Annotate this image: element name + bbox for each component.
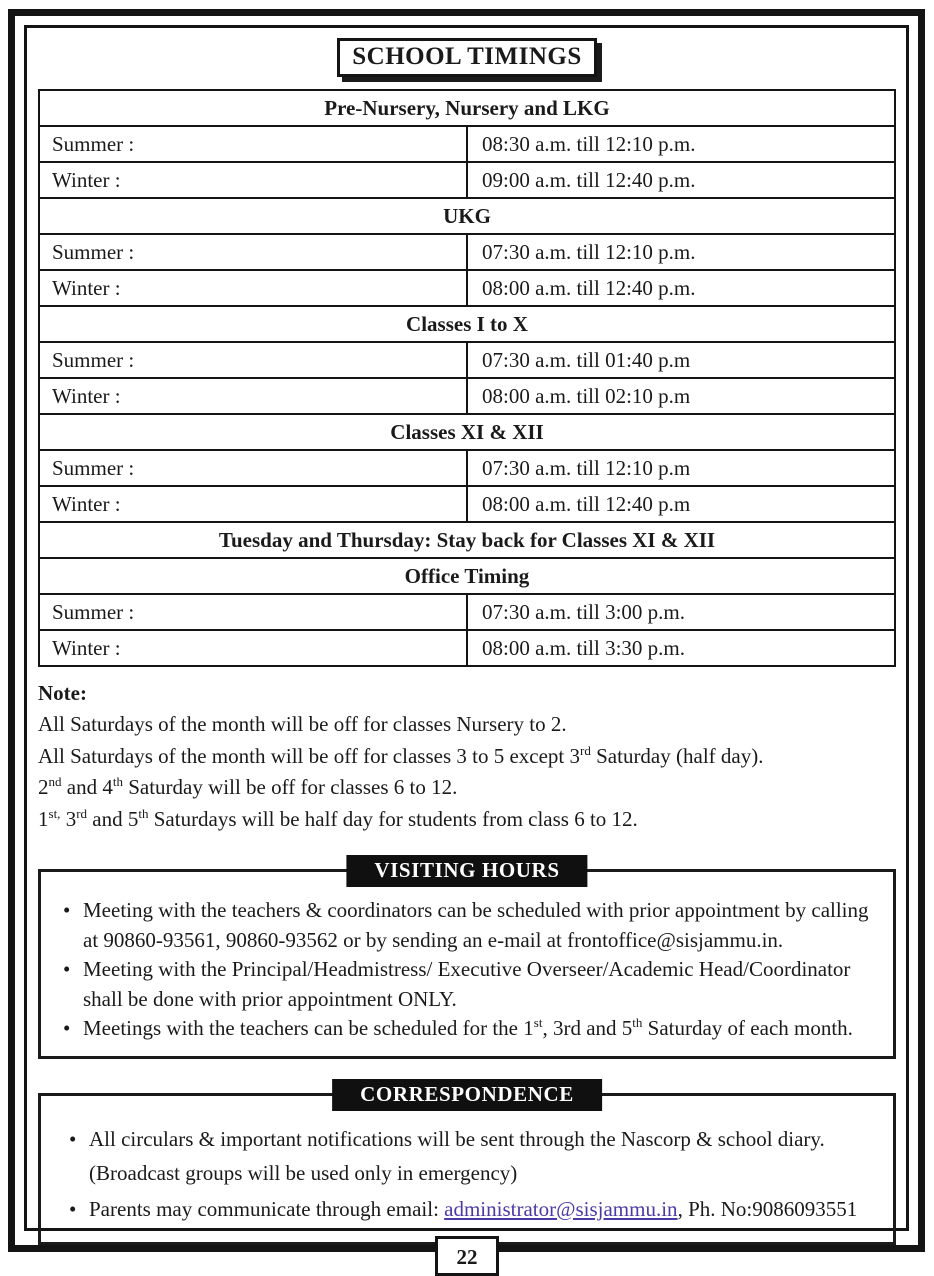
stayback-note-row: Tuesday and Thursday: Stay back for Classes XI & XII	[39, 522, 895, 558]
season-label: Summer :	[39, 342, 467, 378]
table-row	[39, 378, 895, 414]
note-line: $1^{st,}$ 3rd and 5th Saturdays will be half day for students from class 6 to 12.	[38, 805, 638, 831]
timing-value: 08:30 a.m. till 12:10 p.m.	[467, 126, 895, 162]
table-row	[39, 270, 895, 306]
table-row	[39, 450, 895, 486]
visiting-hours-section	[38, 858, 896, 1059]
note-label: Note:	[38, 681, 87, 705]
table-row	[39, 126, 895, 162]
timing-value: 08:00 a.m. till 02:10 p.m	[467, 378, 895, 414]
table-section-header-row	[39, 198, 895, 234]
season-label: Winter :	[39, 486, 467, 522]
page-number: 22	[456, 1245, 478, 1269]
timing-value: 07:30 a.m. till 12:10 p.m.	[467, 234, 895, 270]
timing-value: 07:30 a.m. till 12:10 p.m	[467, 450, 895, 486]
table-section-header-row	[39, 306, 895, 342]
list-item: • Meeting with the teachers & coordinators can be scheduled with prior appointment by calling at 90860-93561, 90860-93562 or by sending an e-mail at frontoffice@sisjammu.in.	[59, 896, 881, 955]
note-line: All Saturdays of the month will be off for classes Nursery to 2.	[38, 712, 567, 736]
table-row	[39, 342, 895, 378]
list-item: • Meeting with the Principal/Headmistress/ Executive Overseer/Academic Head/Coordinator shall be done with prior appointment ONLY.	[59, 955, 881, 1014]
season-label: Summer :	[39, 450, 467, 486]
email-link[interactable]: administrator@sisjammu.in	[444, 1196, 678, 1221]
table-section-header-row	[39, 558, 895, 594]
section-header-classes-i-x: Classes I to X	[39, 306, 895, 342]
table-row	[39, 630, 895, 666]
title-row	[38, 38, 896, 77]
note-line: All Saturdays of the month will be off for classes 3 to 5 except 3rd Saturday (half day).	[38, 742, 764, 768]
section-header-pre-nursery: Pre-Nursery, Nursery and LKG	[39, 90, 895, 126]
table-section-header-row	[39, 522, 895, 558]
season-label: Summer :	[39, 234, 467, 270]
school-timings-table	[38, 89, 896, 667]
correspondence-section	[38, 1081, 896, 1245]
timing-value: 07:30 a.m. till 01:40 p.m	[467, 342, 895, 378]
visiting-hours-title: VISITING HOURS	[346, 855, 587, 887]
list-item	[65, 1122, 881, 1190]
season-label: Summer :	[39, 594, 467, 630]
bullet-subtext: (Broadcast groups will be used only in emergency)	[89, 1160, 518, 1185]
timing-value: 08:00 a.m. till 3:30 p.m.	[467, 630, 895, 666]
section-header-office-timing: Office Timing	[39, 558, 895, 594]
table-section-header-row	[39, 90, 895, 126]
timing-value: 09:00 a.m. till 12:40 p.m.	[467, 162, 895, 198]
table-section-header-row	[39, 414, 895, 450]
table-row	[39, 486, 895, 522]
section-header-ukg: UKG	[39, 198, 895, 234]
timing-value: 08:00 a.m. till 12:40 p.m	[467, 486, 895, 522]
list-item: • Parents may communicate through email: administrator@sisjammu.in, Ph. No:9086093551	[65, 1192, 881, 1226]
correspondence-title: CORRESPONDENCE	[332, 1079, 602, 1111]
list-item: • Meetings with the teachers can be scheduled for the 1st, 3rd and 5th Saturday of each month.	[59, 1014, 881, 1044]
note-section	[38, 677, 896, 835]
bullet-text: • All circulars & important notifications will be sent through the Nascorp & school diary.	[89, 1126, 825, 1151]
season-label: Winter :	[39, 162, 467, 198]
season-label: Winter :	[39, 630, 467, 666]
season-label: Summer :	[39, 126, 467, 162]
section-header-classes-xi-xii: Classes XI & XII	[39, 414, 895, 450]
table-row	[39, 162, 895, 198]
timing-value: 07:30 a.m. till 3:00 p.m.	[467, 594, 895, 630]
timing-value: 08:00 a.m. till 12:40 p.m.	[467, 270, 895, 306]
correspondence-list	[41, 1096, 893, 1242]
page-content	[38, 30, 896, 1245]
page-number-box	[435, 1236, 499, 1276]
page-title: SCHOOL TIMINGS	[337, 38, 597, 77]
table-row	[39, 234, 895, 270]
table-row	[39, 594, 895, 630]
season-label: Winter :	[39, 270, 467, 306]
visiting-hours-list	[41, 872, 893, 1056]
season-label: Winter :	[39, 378, 467, 414]
note-line: 2nd and 4th Saturday will be off for classes 6 to 12.	[38, 774, 458, 799]
